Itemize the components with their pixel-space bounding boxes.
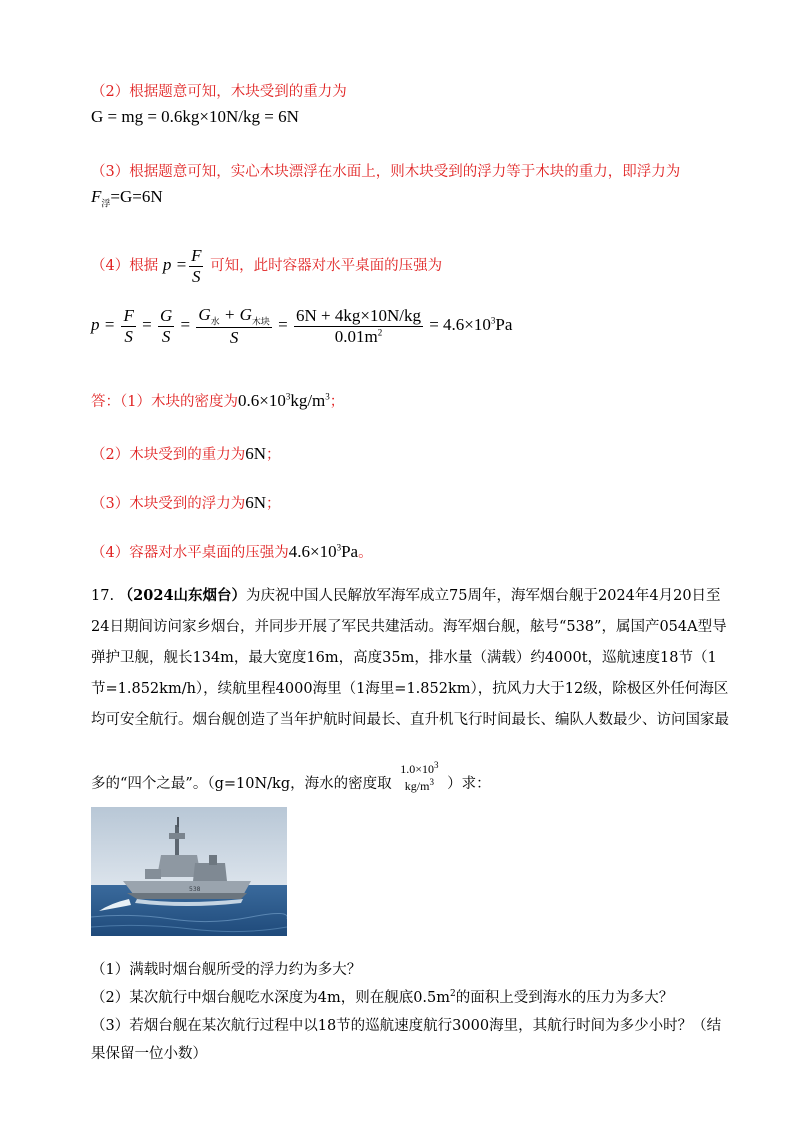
- sub-question-3: （3）若烟台舰在某次航行过程中以18节的巡航速度航行3000海里，其航行时间为多少小时？（结: [91, 1018, 722, 1034]
- sub-question-2: （2）某次航行中烟台舰吃水深度为4m，则在舰底$0.5m^2$的面积上受到海水的压力为多大？: [91, 989, 674, 1006]
- question-17-last-line: 多的“四个之最”。（g=10N/kg，海水的密度取 $1.0\times 10^3$ $kg/m^3$ ）求：: [91, 760, 491, 793]
- question-source: （2024山东烟台）: [118, 587, 247, 604]
- answer-summary-2: （2）木块受到的重力为6N；: [91, 444, 281, 463]
- svg-text:538: 538: [189, 886, 201, 893]
- sub-question-1: （1）满载时烟台舰所受的浮力约为多大？: [91, 962, 362, 978]
- ship-photo: [91, 807, 287, 936]
- answer-step-2-text: （2）根据题意可知，木块受到的重力为: [91, 84, 347, 100]
- answer-summary-4: （4）容器对水平桌面的压强为$4.6\times 10^3Pa$。: [91, 542, 373, 561]
- sub-question-3-cont: 果保留一位小数）: [91, 1046, 207, 1062]
- answer-summary-3: （3）木块受到的浮力为6N；: [91, 493, 281, 512]
- answer-step-4-line: （4）根据 p = $\frac{F}{S}$ 可知，此时容器对水平桌面的压强为: [91, 246, 443, 286]
- pressure-equation: p = $\frac{F}{S}$ = $\frac{G}{S}$ = $\frac{G_水 + G_{木块}}{S}$ = $\frac{6N + 4kg\times 10N/kg}{0.01m^2}$ = $4.6\times 10^3Pa$: [91, 305, 513, 347]
- question-17-body: 17. （2024山东烟台）为庆祝中国人民解放军海军成立75周年，海军烟台舰于2024年4月20日至24日期间访问家乡烟台，并同步开展了军民共建活动。海军烟台舰，舷号“538”，属国产054A型导弹护卫舰，舰长134m，最大宽度16m，高度35m，排水量（满载）约4000t，巡航速度18节（1节=1.852km/h），续航里程4000海里（1海里=1.852km），抗风力大于12级，除极区外任何海区均可安全航行。烟台舰创造了当年护航时间最长、直升机飞行时间最长、编队人数最少、访问国家最: [91, 587, 729, 728]
- answer-step-3-text: （3）根据题意可知，实心木块漂浮在水面上，则木块受到的浮力等于木块的重力，即浮力为: [91, 164, 681, 180]
- answer-step-3-formula: $F_浮=G=6N$: [91, 187, 163, 209]
- question-number: 17.: [91, 588, 115, 604]
- answer-summary-1: 答：（1）木块的密度为$0.6\times 10^3kg/m^3$；: [91, 391, 345, 410]
- frigate-illustration: [91, 807, 287, 936]
- answer-step-2-formula: G = mg = 0.6kg×10N/kg = 6N: [91, 107, 299, 126]
